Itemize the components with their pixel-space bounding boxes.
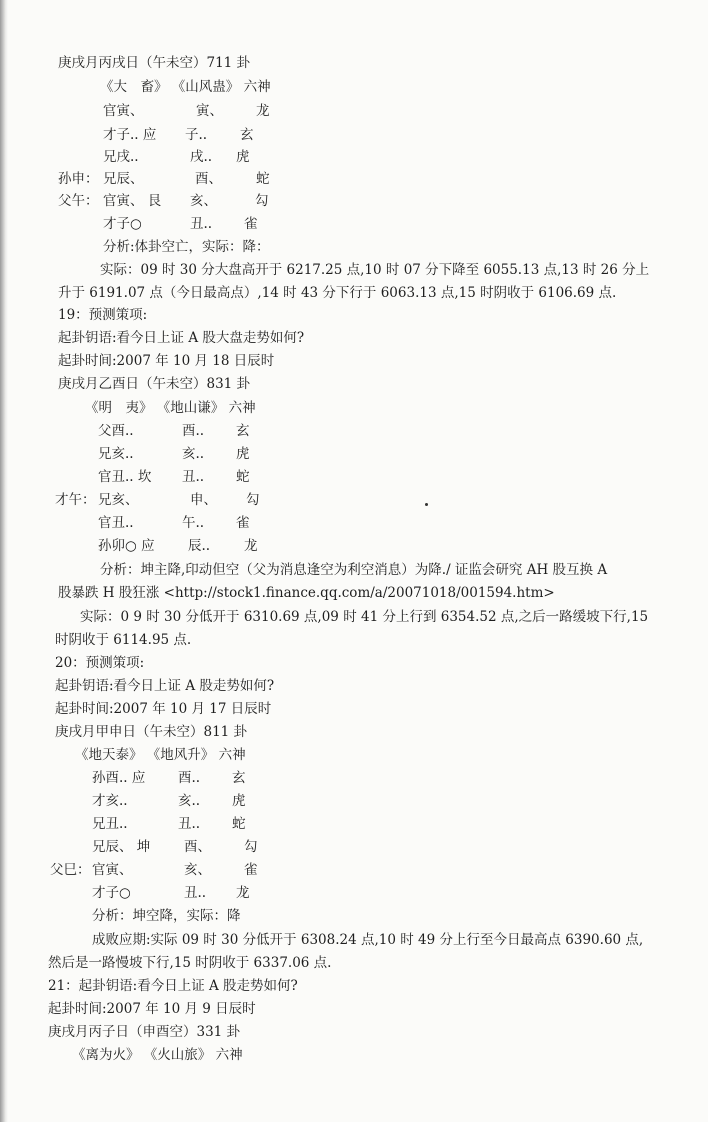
s1-title-row: 《大 畜》 《山风蛊》 六神 [100,79,271,95]
s19-time: 起卦时间:2007 年 10 月 18 日辰时 [58,353,275,369]
s19-row1-c: 玄 [236,423,250,439]
s19-row5-b: 午.. [182,515,205,531]
s21-label-question: 21：起卦钥语:看今日上证 A 股走势如何? [48,978,298,994]
s1-row6-b: 丑.. [190,216,213,232]
s1-row4-side: 孙申： [58,171,99,187]
s19-row6-c: 龙 [244,538,258,554]
s20-row5-a: 官寅、 [92,862,133,878]
s1-row4-c: 蛇 [256,171,270,187]
s20-label: 20：预测策项: [55,655,145,671]
s1-row2-b: 子.. [185,127,208,143]
s20-row2-b: 亥.. [178,793,201,809]
s21-time: 起卦时间:2007 年 10 月 9 日辰时 [48,1001,256,1017]
s1-actual-line2: 升于 6191.07 点（今日最高点）,14 时 43 分下行于 6063.13 点,15 时阴收于 6106.69 点. [58,285,617,301]
ink-speck [425,503,428,506]
s19-header: 庚戌月乙酉日（午未空）831 卦 [58,376,251,392]
s1-row4-b: 酉、 [195,171,222,187]
s19-row4-a: 兄亥、 [98,492,139,508]
s1-row3-c: 虎 [236,149,250,165]
s19-row4-c: 勾 [246,492,260,508]
s20-row4-b: 酉、 [184,839,211,855]
s19-row1-b: 酉.. [182,423,205,439]
s20-time: 起卦时间:2007 年 10 月 17 日辰时 [55,701,272,717]
s19-title-row: 《明 夷》 《地山谦》 六神 [85,400,256,416]
s19-row3-a: 官丑.. 坎 [98,469,152,485]
s20-row2-c: 虎 [232,793,246,809]
s1-row6-c: 雀 [244,216,258,232]
s20-row3-b: 丑.. [178,816,201,832]
s21-header: 庚戌月丙子日（申酉空）331 卦 [48,1024,241,1040]
s1-header: 庚戌月丙戌日（午未空）711 卦 [58,55,251,71]
s19-analysis-line2: 股暴跌 H 股狂涨 <http://stock1.finance.qq.com/a/20071018/001594.htm> [58,585,555,601]
s20-row5-c: 雀 [244,862,258,878]
s20-row1-c: 玄 [232,770,246,786]
s19-row3-b: 丑.. [182,469,205,485]
s20-title-row: 《地天泰》 《地风升》 六神 [75,747,246,763]
s20-row1-a: 孙酉.. 应 [92,770,146,786]
s20-header: 庚戌月甲申日（午未空）811 卦 [55,724,248,740]
s20-row1-b: 酉.. [178,770,201,786]
s20-analysis: 分析：坤空降，实际：降 [92,908,241,924]
s20-row4-c: 勾 [244,839,258,855]
s19-label: 19：预测策项: [58,307,148,323]
s1-row3-a: 兄戌.. [103,149,139,165]
s19-row5-c: 雀 [236,515,250,531]
s19-row6-b: 辰.. [188,538,211,554]
s19-row2-b: 亥.. [182,446,205,462]
s20-row4-a: 兄辰、 坤 [92,839,151,855]
s19-actual-line2: 时阴收于 6114.95 点. [55,632,192,648]
s1-row5-a: 官寅、 艮 [103,193,162,209]
s1-row5-side: 父午： [58,193,99,209]
s20-row3-a: 兄丑.. [92,816,128,832]
s1-actual-line1: 实际：09 时 30 分大盘高开于 6217.25 点,10 时 07 分下降至 6055.13 点,13 时 26 分上 [100,262,650,278]
s19-actual-line1: 实际：0 9 时 30 分低开于 6310.69 点,09 时 41 分上行到 6354.52 点,之后一路缓坡下行,15 [80,609,649,625]
s1-row3-b: 戌.. [190,149,213,165]
s1-row5-b: 亥、 [190,193,217,209]
s20-question: 起卦钥语:看今日上证 A 股走势如何? [55,678,275,694]
s19-row6-a: 孙卯○ 应 [98,538,155,554]
s20-row6-b: 丑.. [184,885,207,901]
s1-row1-c: 龙 [256,103,270,119]
s19-analysis-line1: 分析：坤主降,印动但空（父为消息逢空为利空消息）为降./ 证监会研究 AH 股互换 A [100,562,608,578]
s21-title-row: 《离为火》 《火山旅》 六神 [72,1047,243,1063]
s19-row4-side: 才午： [55,492,96,508]
s20-row5-side: 父巳： [50,862,91,878]
s20-result-line2: 然后是一路慢坡下行,15 时阴收于 6337.06 点. [48,955,332,971]
s20-row2-a: 才亥.. [92,793,128,809]
s1-row1-b: 寅、 [196,103,223,119]
s1-row1-a: 官寅、 [103,103,144,119]
s1-row4-a: 兄辰、 [103,171,144,187]
s19-row1-a: 父酉.. [98,423,134,439]
s20-row5-b: 亥、 [184,862,211,878]
s20-result-line1: 成败应期:实际 09 时 30 分低开于 6308.24 点,10 时 49 分上行至今日最高点 6390.60 点, [92,932,644,948]
s19-row2-a: 兄亥.. [98,446,134,462]
s1-row2-a: 才子.. 应 [103,127,157,143]
binding-edge-shadow [0,0,8,1122]
s1-row5-c: 勾 [255,193,269,209]
s19-row5-a: 官丑.. [98,515,134,531]
s19-row4-b: 申、 [190,492,217,508]
s20-row6-c: 龙 [236,885,250,901]
s1-row6-a: 才子○ [103,216,142,232]
s19-question: 起卦钥语:看今日上证 A 股大盘走势如何? [58,330,305,346]
s20-row6-a: 才子○ [92,885,131,901]
s1-analysis: 分析:体卦空亡，实际：降： [103,239,270,255]
s20-row3-c: 蛇 [232,816,246,832]
s19-row3-c: 蛇 [236,469,250,485]
s19-row2-c: 虎 [236,446,250,462]
s1-row2-c: 玄 [240,127,254,143]
